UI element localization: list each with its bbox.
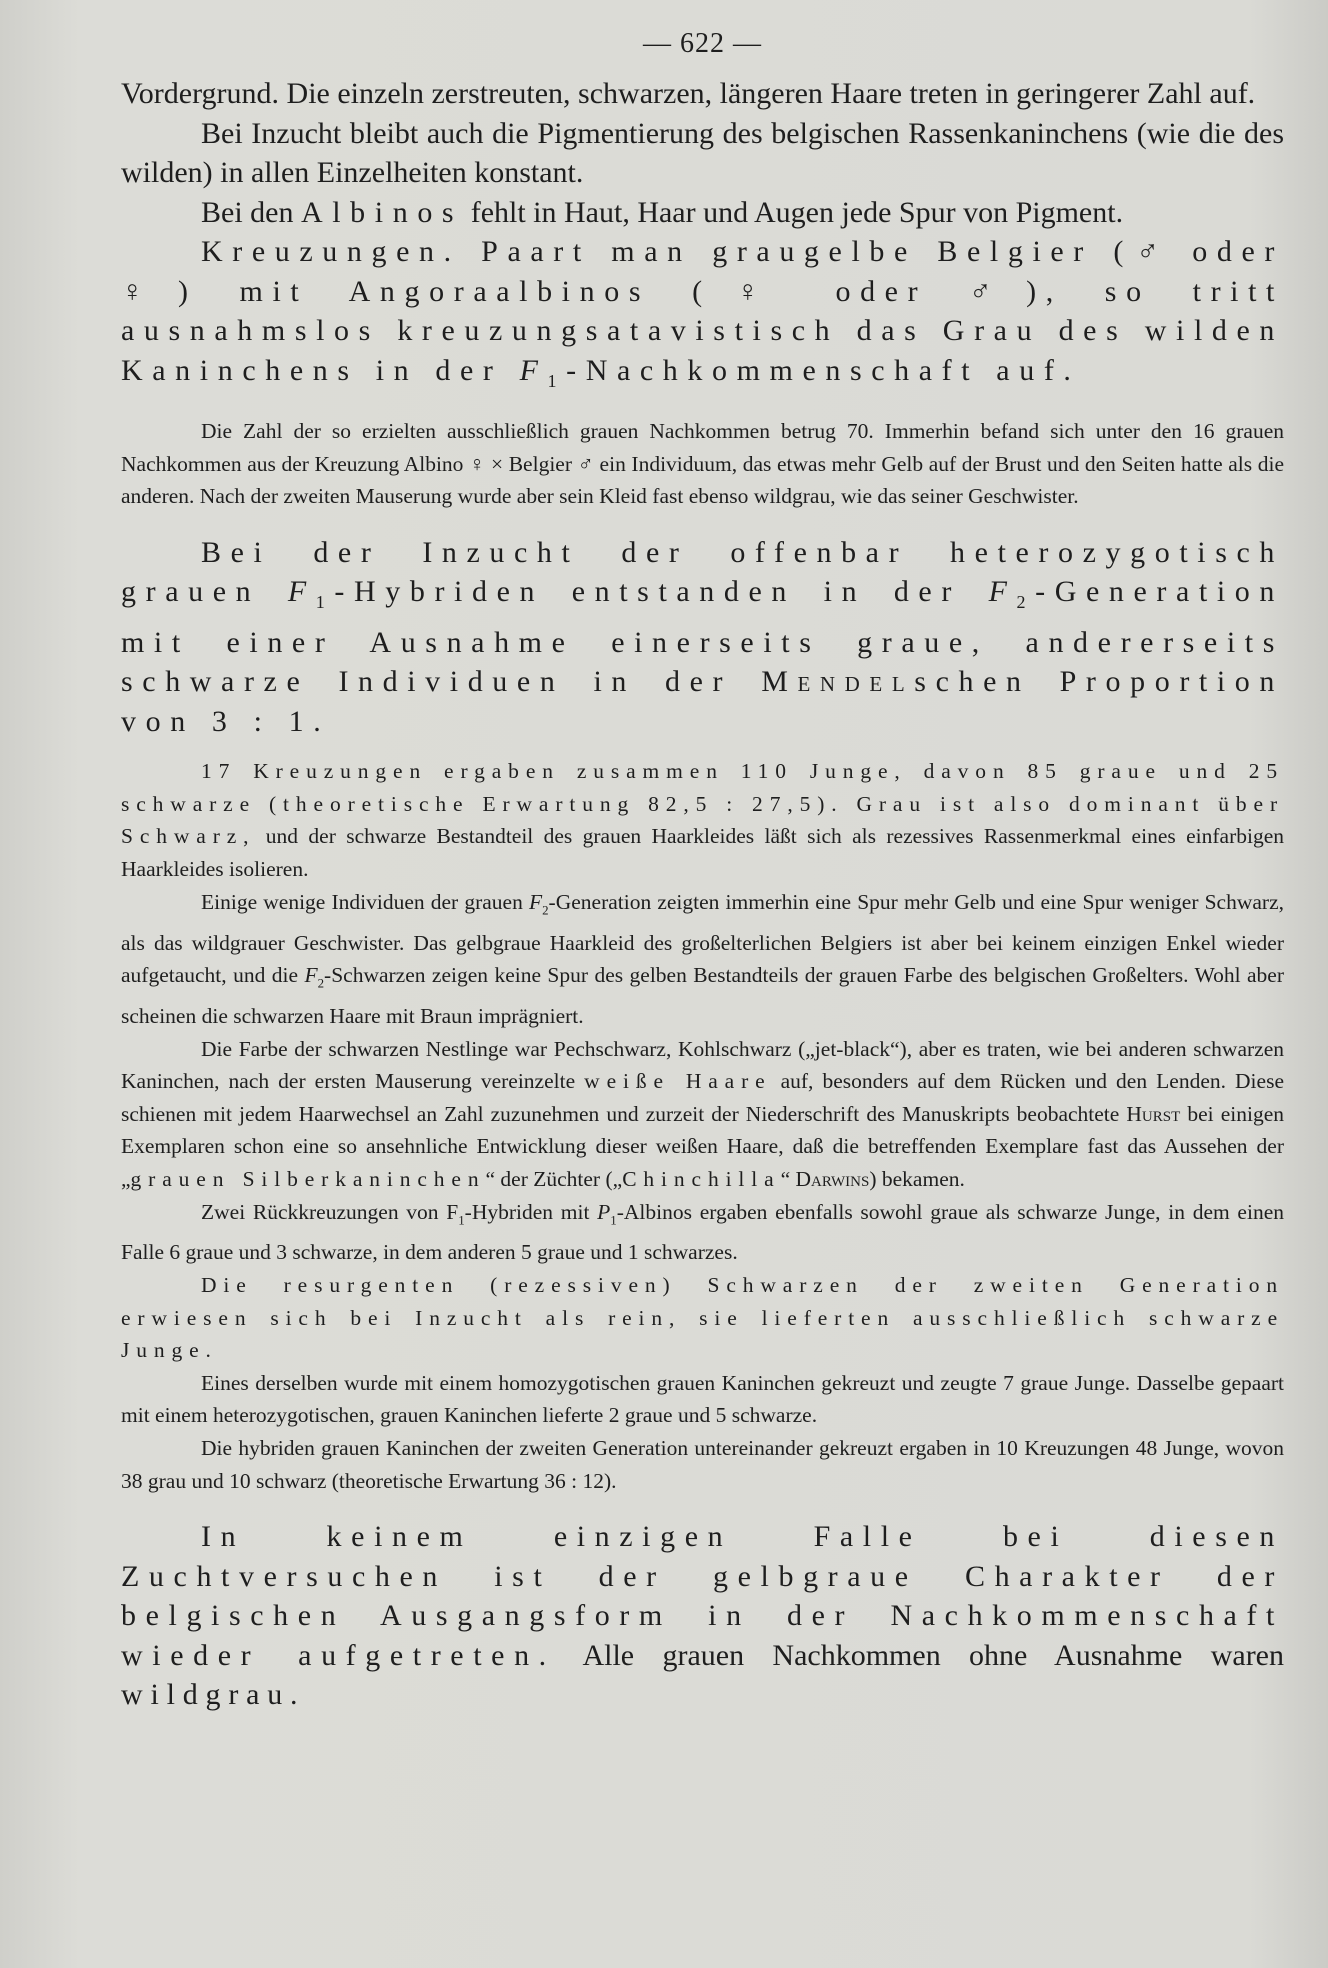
note-homozygotisch: Eines derselben wurde mit einem homozygotischen grauen Kaninchen gekreuzt und zeugte 7 graue Junge. Dasselbe gepaart mit einem heterozygotischen, grauen Kaninchen lieferte 2 graue und 5 schwarze. bbox=[121, 1370, 1284, 1428]
term-albinos: Albinos bbox=[300, 195, 464, 229]
note-hybriden-zweite-generation: Die hybriden grauen Kaninchen der zweiten Generation untereinander gekreuzt ergaben in 10 Kreuzungen 48 Junge, wovon 38 grau und 10 schwarz (theoretische Erwartung 36 : 12). bbox=[121, 1436, 1284, 1493]
name-darwins: Darwins bbox=[795, 1167, 870, 1191]
note-kreuzungen-ergebnisse: 17 Kreuzungen ergaben zusammen 110 Junge, davon 85 graue und 25 schwarze (theoretische Erwartung 82,5 : 27,5). Grau ist also dominant über Schwarz, und der schwarze Bestandteil des grauen Haarkleides läßt sich als rezessives Rassenmerkmal eines einfarbigen Haarkleides isolieren. bbox=[121, 759, 1284, 882]
note-einige-individuen: Einige wenige Individuen der grauen $F_2$-Generation zeigten immerhin eine Spur mehr Gelb und eine Spur weniger Schwarz, als das wildgrauer Geschwister. Das gelbgraue Haarkleid des großelterlichen Belgiers ist aber bei keinem einzigen Enkel wieder aufgetaucht, und die $F_2$-Schwarzen zeigen keine Spur des gelben Bestandteils der grauen Farbe des belgischen Großelters. Wohl aber scheinen die schwarzen Haare mit Braun imprägniert. bbox=[121, 889, 1285, 1029]
note-zahl-nachkommen: Die Zahl der so erzielten ausschließlich grauen Nachkommen betrug 70. Immerhin befand sich unter den 16 grauen Nachkommen aus der Kreuzung Albino ♀ × Belgier ♂ ein Individuum, das etwas mehr Gelb auf der Brust und den Seiten hatte als die anderen. Nach der zweiten Mauserung wurde aber sein Kleid fast ebenso wildgrau, wie das seiner Geschwister. bbox=[121, 419, 1284, 509]
page-number: — 622 — bbox=[643, 28, 762, 59]
name-mendel: Mendel bbox=[761, 665, 915, 699]
note-farbe-nestlinge: Die Farbe der schwarzen Nestlinge war Pechschwarz, Kohlschwarz („jet-black“), aber es traten, wie bei anderen schwarzen Kaninchen, nach der ersten Mauserung vereinzelte weiße Haare auf, besonders auf dem Rücken und den Lenden. Diese schienen mit jedem Haarwechsel an Zahl zuzunehmen und zurzeit der Niederschrift des Manuskripts beobachtete Hurst bei einigen Exemplaren schon eine so ansehnliche Entwicklung dieser weißen Haare, daß die betreffenden Exemplare fast das Aussehen der „grauen Silberkaninchen“ der Züchter („Chinchilla“ Darwins) bekamen. bbox=[121, 1036, 1284, 1191]
paragraph-inzucht: Bei Inzucht bleibt auch die Pigmentierung des belgischen Rassenkaninchens (wie die des wilden) in allen Einzelheiten konstant. bbox=[121, 116, 1284, 189]
paragraph-vordergrund: Vordergrund. Die einzeln zerstreuten, schwarzen, längeren Haare treten in geringerer Zahl auf. bbox=[121, 77, 1256, 110]
paragraph-albinos: Bei den Albinos fehlt in Haut, Haar und Augen jede Spur von Pigment. bbox=[201, 195, 1124, 229]
paragraph-kreuzungen: Kreuzungen. Paart man graugelbe Belgier (♂ oder ♀) mit Angoraalbinos (♀ oder ♂), so tritt ausnahmslos kreuzungsatavistisch das Grau des wilden Kaninchens in der $F_1$-Nachkommenschaft auf. bbox=[121, 235, 1284, 391]
note-resurgenten: Die resurgenten (rezessiven) Schwarzen der zweiten Generation erwiesen sich bei Inzucht als rein, sie lieferten ausschließlich schwarze Junge. bbox=[121, 1273, 1284, 1363]
paragraph-schluss: In keinem einzigen Falle bei diesen Zuchtversuchen ist der gelbgraue Charakter der belgischen Ausgangsform in der Nachkommenschaft wieder aufgetreten. Alle grauen Nachkommen ohne Ausnahme waren wildgrau. bbox=[121, 1520, 1284, 1712]
paragraph-f1-hybriden: Bei der Inzucht der offenbar heterozygotisch grauen $F_1$-Hybriden entstanden in der $F_2$-Generation mit einer Ausnahme einerseits graue, andererseits schwarze Individuen in der Mendelschen Proportion von 3 : 1. bbox=[121, 535, 1284, 738]
name-hurst: Hurst bbox=[1126, 1101, 1181, 1126]
note-rueckkreuzungen: Zwei Rückkreuzungen von $F_1$-Hybriden mit $P_1$-Albinos ergaben ebenfalls sowohl graue als schwarze Junge, in dem einen Falle 6 graue und 3 schwarze, in dem anderen 5 graue und 1 schwarzes. bbox=[121, 1199, 1284, 1265]
